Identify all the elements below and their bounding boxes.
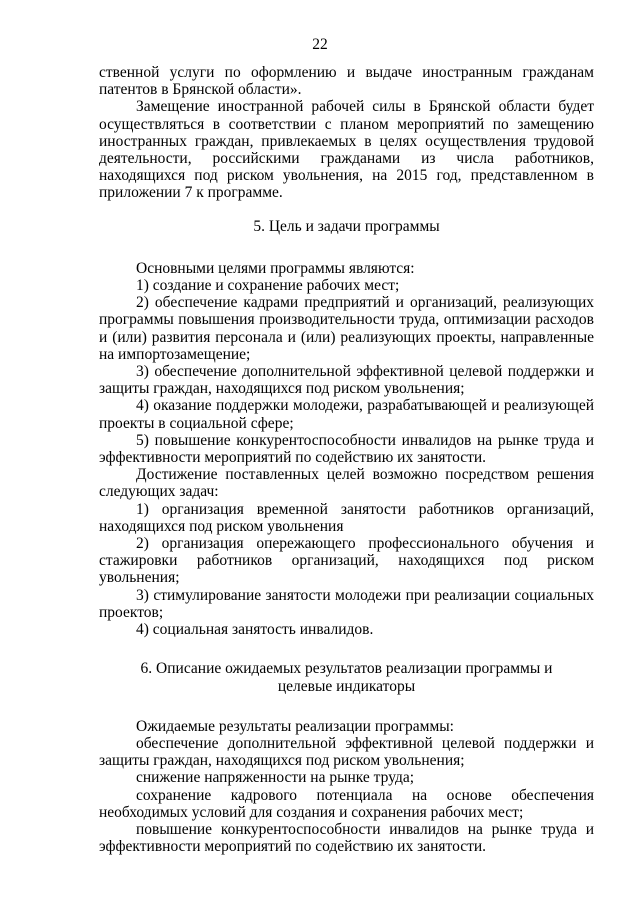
task-item-2: 2) организация опережающего профессионального обучения и стажировки работников организаций, находящихся под риском увольнения; [99, 535, 594, 587]
goals-intro: Основными целями программы являются: [136, 259, 415, 277]
intro-paragraph-1: ственной услуги по оформлению и выдаче иностранным гражданам патентов в Брянской области». [99, 64, 594, 99]
section-6-heading-line-1: 6. Описание ожидаемых результатов реализации программы и [140, 660, 553, 678]
result-item-3: сохранение кадрового потенциала на основе обеспечения необходимых условий для создания и сохранения рабочих мест; [99, 786, 594, 821]
goal-item-5: 5) повышение конкурентоспособности инвалидов на рынке труда и эффективности мероприятий по содействию их занятости. [99, 431, 594, 467]
task-item-3: 3) стимулирование занятости молодежи при реализации социальных проектов; [99, 586, 594, 621]
task-item-4: 4) социальная занятость инвалидов. [136, 621, 374, 639]
goal-item-1: 1) создание и сохранение рабочих мест; [136, 277, 400, 295]
goal-item-2: 2) обеспечение кадрами предприятий и организаций, реализующих программы повышения производительности труда, оптимизации расходов и (или) развития персонала и (или) реализующих проекты, направленные на импортозамещение; [99, 294, 594, 363]
goal-item-4: 4) оказание поддержки молодежи, разрабатывающей и реализующей проекты в социальной сфере; [99, 397, 594, 432]
goal-item-3: 3) обеспечение дополнительной эффективной целевой поддержки и защиты граждан, находящихся под риском увольнения; [99, 363, 594, 398]
result-item-4: повышение конкурентоспособности инвалидов на рынке труда и эффективности мероприятий по содействию их занятости. [99, 820, 594, 856]
section-6-heading-line-2: целевые индикаторы [277, 677, 416, 695]
page-number: 22 [312, 36, 328, 53]
section-5-heading: 5. Цель и задачи программы [253, 217, 440, 235]
document-body [99, 64, 594, 855]
task-item-1: 1) организация временной занятости работников организаций, находящихся под риском увольнения [99, 500, 594, 535]
tasks-intro: Достижение поставленных целей возможно посредством решения следующих задач: [99, 466, 594, 501]
intro-paragraph-2: Замещение иностранной рабочей силы в Брянской области будет осуществляться в соответствии с планом мероприятий по замещению иностранных граждан, привлекаемых в целях осуществления трудовой деятельности, российскими гражданами из числа работников, находящихся под риском увольнения, на 2015 год, представленном в приложении 7 к программе. [99, 98, 594, 202]
result-item-1: обеспечение дополнительной эффективной целевой поддержки и защиты граждан, находящихся под риском увольнения; [99, 734, 594, 770]
results-intro: Ожидаемые результаты реализации программы: [136, 717, 454, 735]
section-6-heading [99, 660, 594, 694]
result-item-2: снижение напряженности на рынке труда; [136, 769, 415, 787]
